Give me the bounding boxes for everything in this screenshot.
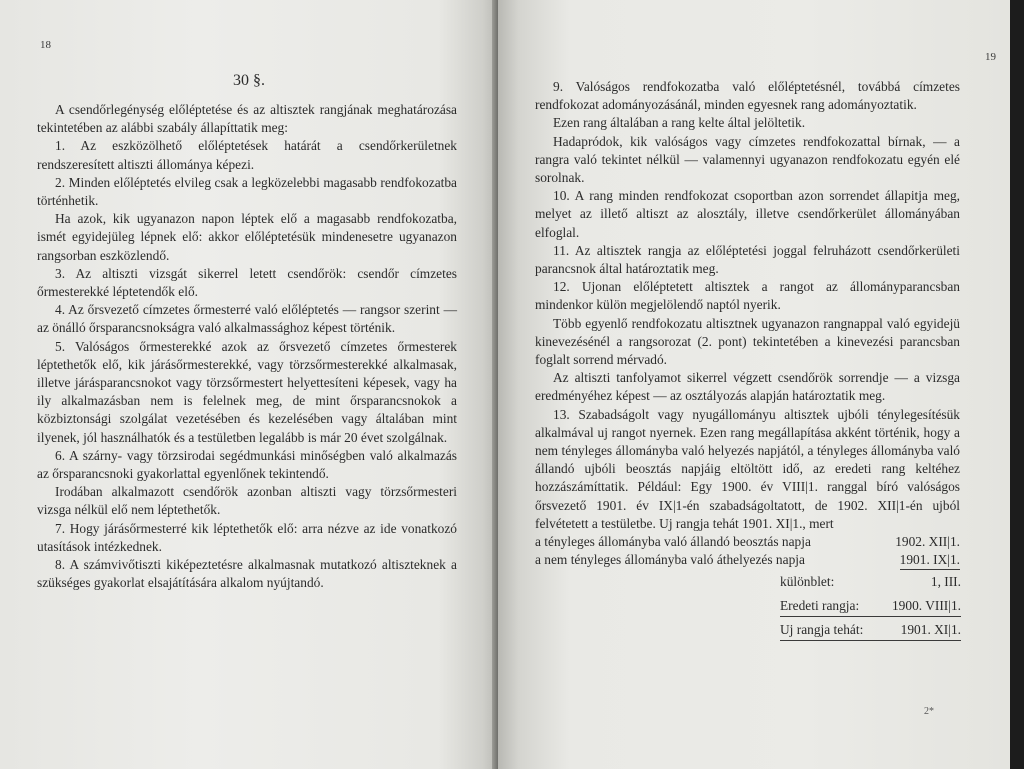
calc-row <box>535 551 960 570</box>
calc-row-value: 1902. XII|1. <box>895 534 960 550</box>
summary-value: 1900. VIII|1. <box>891 597 961 613</box>
paragraph: Hadapródok, kik valóságos vagy címzetes rendfokozattal bírnak, — a rangra való tekintet nélkül — valamennyi ugyanazon rendfokozatu egyén elé sorolnak. <box>535 133 960 186</box>
calc-row <box>535 533 960 551</box>
rank-summary <box>780 573 961 641</box>
summary-label: Eredeti rangja: <box>780 597 860 613</box>
paragraph: 13. Szabadságolt vagy nyugállományu altisztek ujbóli ténylegesítésük alkalmával uj rangot nyernek. Ezen rang megállapítása akként történik, hogy a nem tényleges állományba való helyezés napjától, a tényleges állományba való állandó ujbóli beosztás napjáig eltöltött idő, az eredeti rang keltéhez hozzászámíttatik. Például: Egy 1900. év VIII|1. ranggal bíró valóságos őrsvezető 1901. év IX|1-én szabadságoltatott, de 1902. XII|1-én ujból felvétetett a testületbe. Uj rangja tehát 1901. XI|1., mert <box>535 406 960 531</box>
summary-line <box>780 573 961 592</box>
paragraph: 2. Minden előléptetés elvileg csak a legközelebbi magasabb rendfokozatba történhetik. <box>37 174 457 209</box>
section-title: 30 §. <box>233 72 265 89</box>
paragraph: 8. A számvivőtiszti kiképeztetésre alkalmasnak mutatkozó altiszteknek a szükséges gyakorlat elsajátítására alkalom nyújtandó. <box>37 557 457 591</box>
paragraph: 9. Valóságos rendfokozatba való előléptetésnél, továbbá címzetes rendfokozat adományozásánál, minden egyesnek rang adományoztatik. <box>535 79 960 113</box>
paragraph: 3. Az altiszti vizsgát sikerrel letett csendőrök: csendőr címzetes őrmesterekké léptetendők elő. <box>37 265 457 300</box>
paragraph: A csendőrlegénység előléptetése és az altisztek rangjának meghatározása tekintetében az alábbi szabály állapíttatik meg: <box>37 102 457 136</box>
page-number-right: 19 <box>985 51 996 63</box>
paragraph: Az altiszti tanfolyamot sikerrel végzett csendőrök sorrendje — a vizsga eredményéhez képest — az osztályozás alapján határoztatik meg. <box>535 370 960 404</box>
summary-value: 1901. XI|1. <box>900 621 961 637</box>
paragraph: 5. Valóságos őrmesterekké azok az őrsvezető címzetes őrmesterek léptethetők elő, kik járásőrmesterekké, vagy törzsőrmesterekké alkalmasak, illetve járásparancsnokot vagy törzsőrmestert helyettesíteni képesek, vagy ha ily alkalmazásban nem is felelnek meg, de mint őrsparancsnokok a közbiztonsági szolgálat vezetésében és kezelésében vagy általában mint ilyenek, jól használhatók és a testületben legalább is már 20 évet szolgálnak. <box>37 338 457 445</box>
paragraph: 7. Hogy járásőrmesterré kik léptethetők elő: arra nézve az ide vonatkozó utasítások intézkednek. <box>37 520 457 554</box>
paragraph: Ezen rang általában a rang kelte által jelöltetik. <box>553 115 806 131</box>
page-number-left: 18 <box>40 39 51 51</box>
calc-row-label: a nem tényleges állományba való áthelyezés napja <box>535 552 805 568</box>
background-edge <box>1010 0 1024 769</box>
left-page-text <box>37 101 457 592</box>
paragraph: 11. Az altisztek rangja az előléptetési joggal felruházott csendőrkerületi parancsnok által határoztatik meg. <box>535 242 960 277</box>
paragraph: Irodában alkalmazott csendőrök azonban altiszti vagy törzsőrmesteri vizsga nélkül elő nem léptethetők. <box>37 484 457 518</box>
summary-label: Uj rangja tehát: <box>780 621 864 637</box>
paragraph: 4. Az őrsvezető címzetes őrmesterré való előléptetés — rangsor szerint — az önálló őrsparancsnokságra való alkalmassághoz képest történik. <box>37 302 457 336</box>
calc-row-value: 1901. IX|1. <box>900 551 960 570</box>
paragraph: 10. A rang minden rendfokozat csoportban azon sorrendet állapitja meg, melyet az illető altiszt az alosztály, illetve csendőrkerület állományában elfoglal. <box>535 188 960 240</box>
paragraph: 6. A szárny- vagy törzsirodai segédmunkási minőségben való alkalmazás az őrsparancsnoki gyakorlattal egyenlőnek tekintendő. <box>37 447 457 482</box>
signature-mark: 2* <box>924 706 934 717</box>
paragraph: Több egyenlő rendfokozatu altisztnek ugyanazon rangnappal való egyidejü kinevezésénél a rangsorozat (2. pont) tekintetében a kinevezési parancsban foglalt sorrend mérvadó. <box>535 315 960 368</box>
calculation-rows <box>535 533 960 570</box>
left-page <box>0 0 498 769</box>
paragraph: 12. Ujonan előléptetett altisztek a rangot az állományparancsban mindenkor külön megjelölendő naptól nyerik. <box>535 279 960 313</box>
paragraph: Ha azok, kik ugyanazon napon léptek elő a magasabb rendfokozatba, ismét egyidejüleg lépnek elő: akkor előléptetésük mindenesetre ugyanazon rangsorban eszközlendő. <box>37 211 457 263</box>
summary-label: különblet: <box>780 574 835 590</box>
summary-value: 1, III. <box>930 574 961 590</box>
right-page-text <box>535 78 960 645</box>
calc-row-label: a tényleges állományba való állandó beosztás napja <box>535 534 811 550</box>
summary-line <box>780 597 961 617</box>
right-page <box>498 0 1010 769</box>
summary-line <box>780 621 961 641</box>
paragraph: 1. Az eszközölhető előléptetések határát a csendőrkerületnek rendszeresített altiszti állománya képezi. <box>37 138 457 172</box>
